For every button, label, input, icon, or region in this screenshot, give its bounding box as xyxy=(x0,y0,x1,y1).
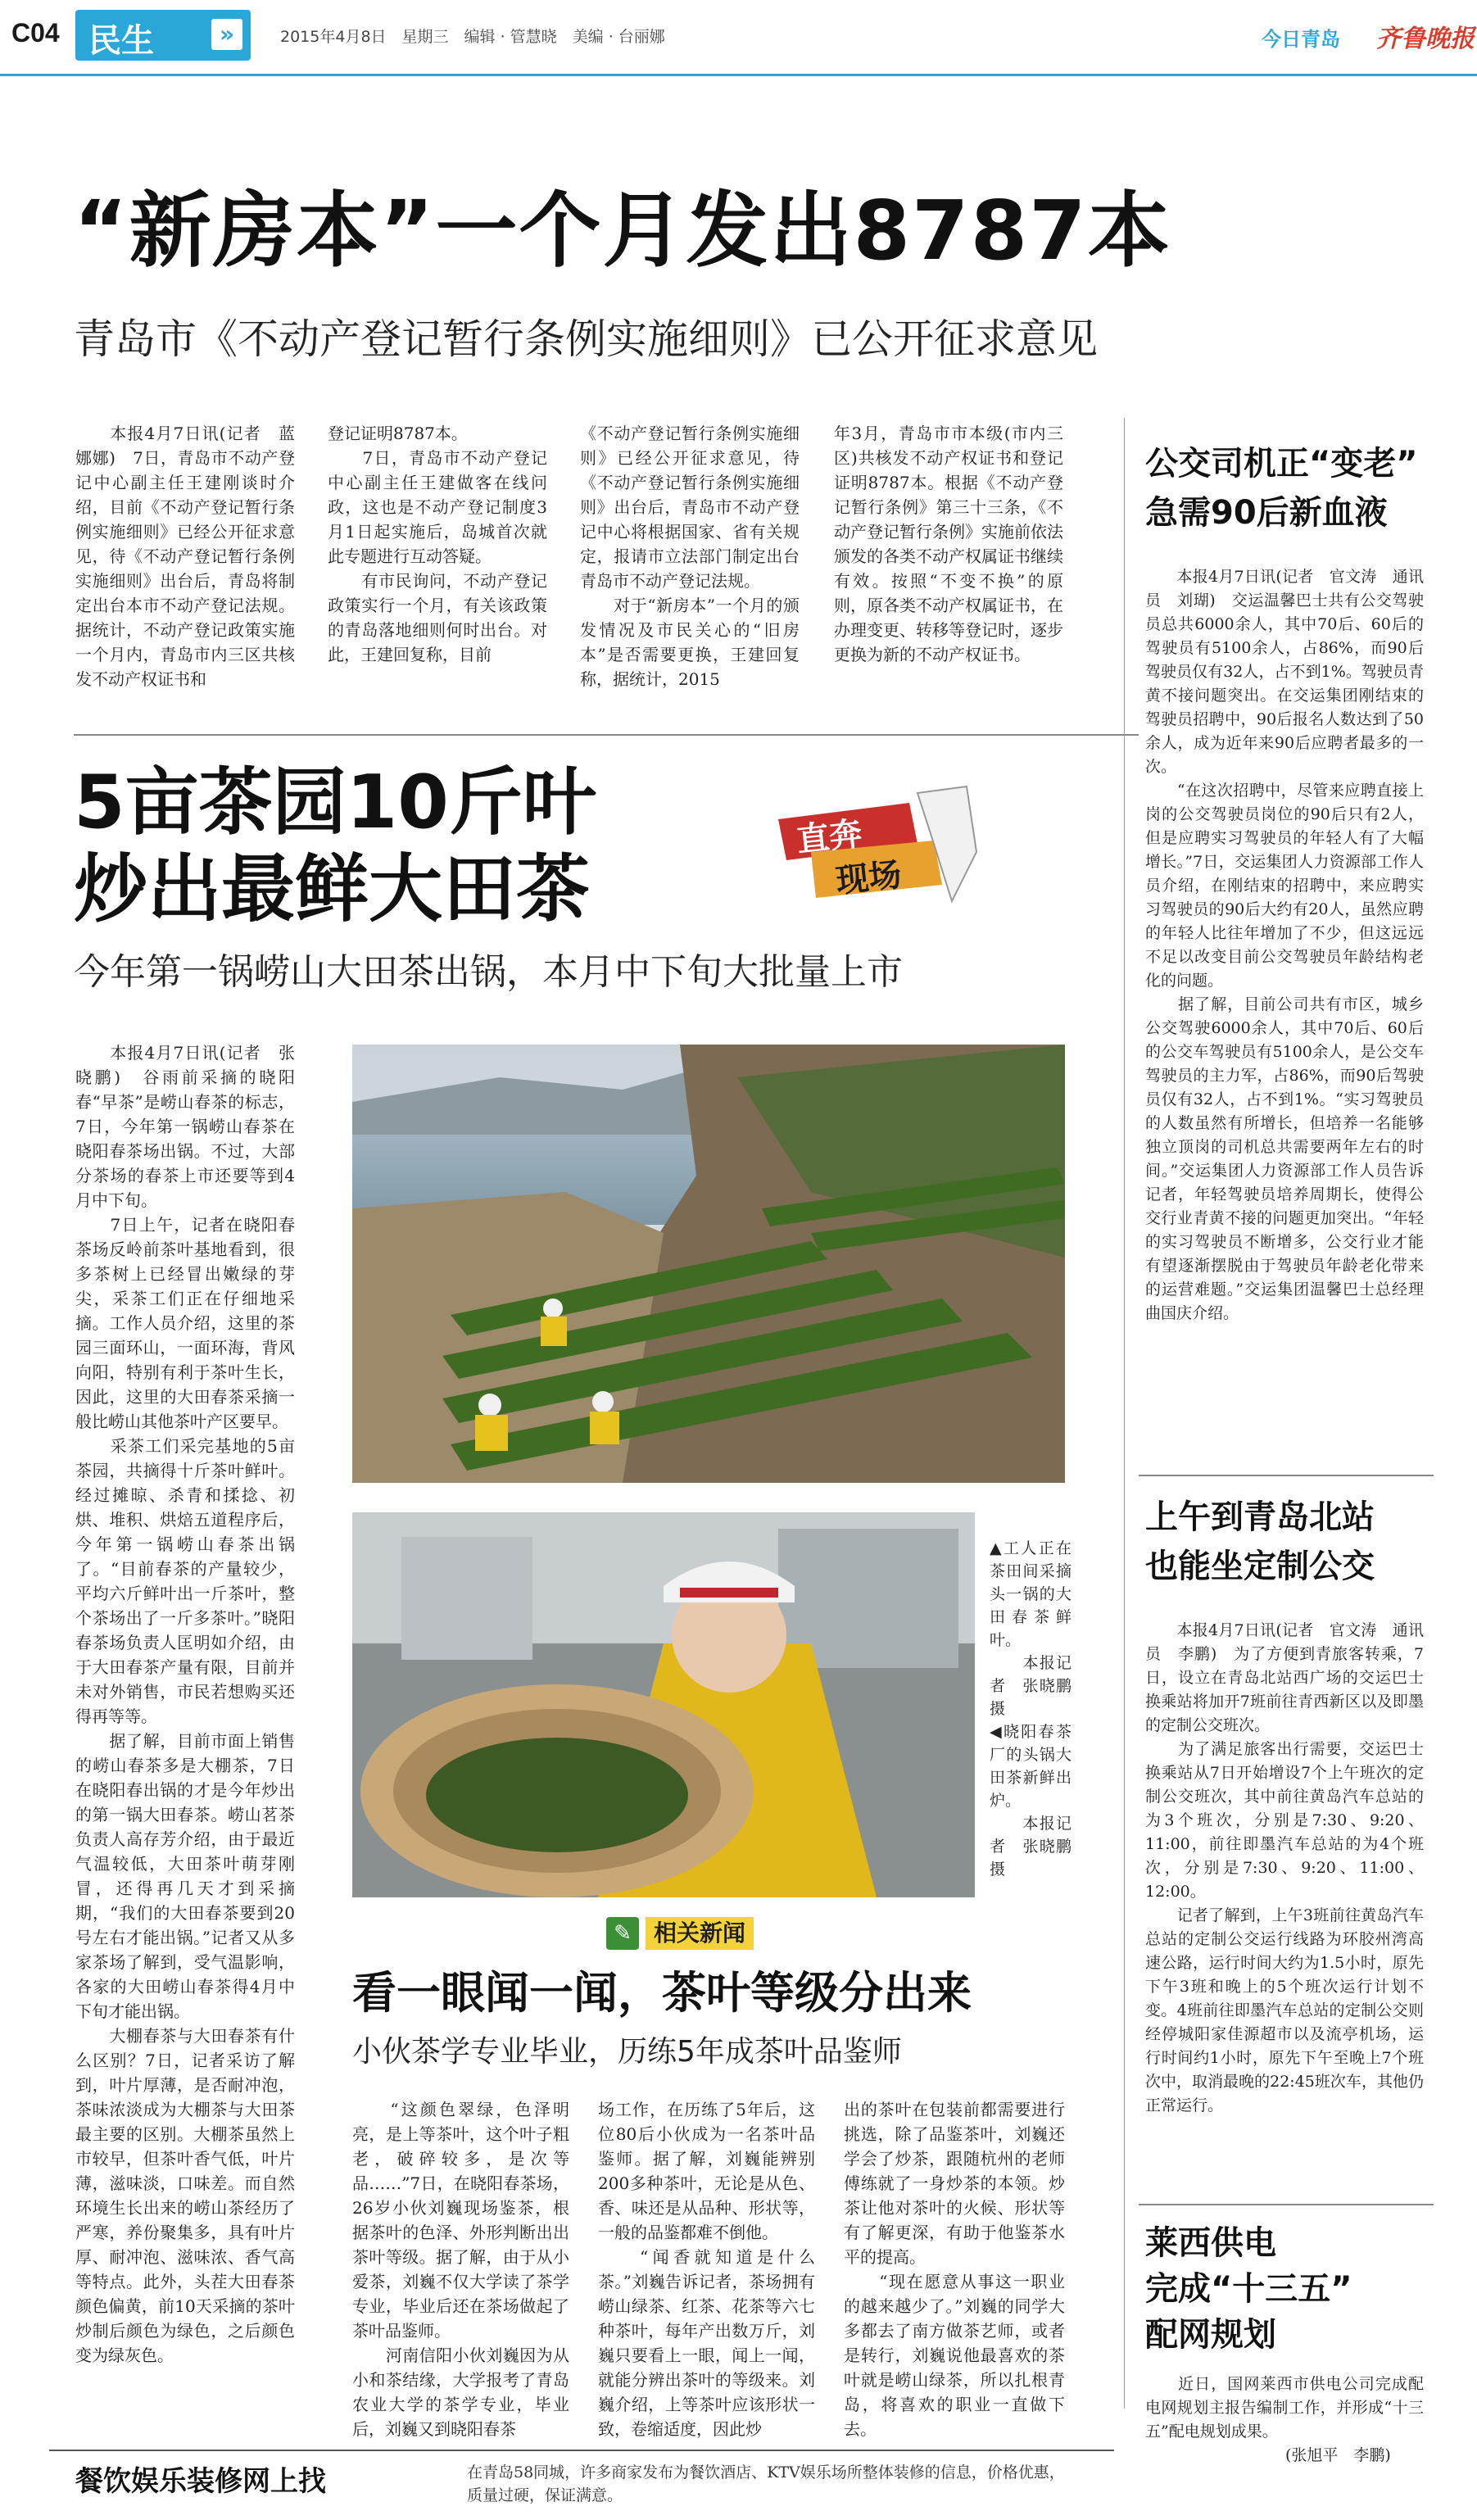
header-rule xyxy=(0,74,1477,76)
edition-label: 今日青岛 xyxy=(1262,28,1340,51)
badge-top-text: 直奔 xyxy=(795,814,864,860)
story1-column-3: 《不动产登记暂行条例实施细则》已经公开征求意见，待《不动产登记暂行条例实施细则》出台后，青岛市不动产登记中心将根据国家、省有关规定，报请市立法部门制定出台青岛市不动产登记法规。 对于“新房本”一个月的颁发情况及市民关心的“旧房本”是否需要更换，王建回复称，据统计，2015 xyxy=(580,424,800,689)
footer-text: 在青岛58同城，许多商家发布为餐饮酒店、KTV娱乐场所整体装修的信息，价格优惠，质量过硬，保证满意。 xyxy=(467,2463,1065,2504)
section-tag xyxy=(75,10,251,61)
sidebar-b-title-line2: 也能坐定制公交 xyxy=(1145,1548,1375,1585)
photo-caption: ▲工人正在茶田间采摘头一锅的大田春茶鲜叶。 本报记者 张晓鹏 摄 ◀晓阳春茶厂的头锅大田茶新鲜出炉。 本报记者 张晓鹏 摄 xyxy=(990,1539,1072,1879)
story2-title-line2: 炒出最鲜大田茶 xyxy=(74,846,590,932)
chevron-right-icon: » xyxy=(211,19,242,50)
tea-basket-photo xyxy=(352,1512,975,1897)
sidebar-rule-1 xyxy=(1139,1475,1434,1476)
paper-name: 齐鲁晚报 xyxy=(1376,25,1475,53)
tea-basket-image xyxy=(352,1512,975,1897)
sidebar-a-body: 本报4月7日讯(记者 官文涛 通讯员 刘瑚) 交运温馨巴士共有公交驾驶员总共6000余人，其中70后、60后的驾驶员有5100余人，占86%，而90后驾驶员仅有32人，占不到1%。驾驶员青黄不接问题突出。在交运集团刚结束的驾驶员招聘中，90后报名人数达到了50余人，成为近年来90后应聘者最多的一次。 “在这次招聘中，尽管来应聘直接上岗的公交驾驶员岗位的90后只有2人，但是应聘实习驾驶员的年轻人有了大幅增长。”7日，交运集团人力资源部工作人员介绍，在刚结束的招聘中，来应聘实习驾驶员的90后大约有20人，虽然应聘的年轻人比往年增加了不少，但这远远不足以改变目前公交驾驶员年龄结构老化的问题。 据了解，目前公司共有市区，城乡公交驾驶6000余人，其中70后、60后的公交车驾驶员有5100余人，是公交车驾驶员的主力军，占86%，而90后驾驶员仅有32人，占不到1%。“实习驾驶员的人数虽然有所增长，但培养一名能够独立顶岗的司机总共需要两年左右的时间。”交运集团人力资源部工作人员告诉记者，年轻驾驶员培养周期长，使得公交行业青黄不接的问题更加突出。“年轻的实习驾驶员不断增多，公交行业才能有望逐渐摆脱由于驾驶员年龄老化带来的运营难题。”交运集团温馨巴士总经理曲国庆介绍。 xyxy=(1145,568,1424,1322)
header-bar xyxy=(0,0,1477,75)
badge-bottom-text: 现场 xyxy=(834,855,904,901)
sidebar-c-title-line2: 完成“十三五” xyxy=(1145,2270,1352,2308)
related-news-tag xyxy=(606,1914,819,1953)
related-subtitle: 小伙茶学专业毕业，历练5年成茶叶品鉴师 xyxy=(352,2035,902,2069)
tea-garden-image xyxy=(352,1045,1065,1483)
sidebar-a-title-line2: 急需90后新血液 xyxy=(1145,494,1388,532)
footer-label: 餐饮娱乐装修网上找 xyxy=(75,2465,326,2498)
related-column-1: “这颜色翠绿，色泽明亮，是上等茶叶，这个叶子粗老，破碎较多，是次等品……”7日，在晓阳春茶场，26岁小伙刘巍现场鉴茶，根据茶叶的色泽、外形判断出出茶叶等级。据了解，由于从小爱茶，刘巍不仅大学读了茶学专业，毕业后还在茶场做起了茶叶品鉴师。 河南信阳小伙刘巍因为从小和茶结缘，大学报考了青岛农业大学的茶学专业，毕业后，刘巍又到晓阳春茶 xyxy=(352,2100,569,2439)
related-column-2: 场工作，在历练了5年后，这位80后小伙成为一名茶叶品鉴师。据了解，刘巍能辨别200多种茶叶，无论是从色、香、味还是从品种、形状等，一般的品鉴都难不倒他。 “闻香就知道是什么茶。”刘巍告诉记者，茶场拥有崂山绿茶、红茶、花茶等六七种茶叶，每年产出数万斤，刘巍只要看上一眼，闻上一闻，就能分辨出茶叶的等级来。刘巍介绍，上等茶叶应该形状一致，卷缩适度，因此炒 xyxy=(598,2100,815,2439)
story1-column-4: 年3月，青岛市市本级(市内三区)共核发不动产权证书和登记证明8787本。根据《不动产登记暂行条例》第三十三条，《不动产登记暂行条例》实施前依法颁发的各类不动产权属证书继续有效。按照“不变不换”的原则，原各类不动产权属证书，在办理变更、转移等登记时，逐步更换为新的不动产权证书。 xyxy=(834,424,1063,664)
related-title: 看一眼闻一闻，茶叶等级分出来 xyxy=(352,1967,972,2019)
sidebar-c-body: 近日，国网莱西市供电公司完成配电网规划主报告编制工作，并形成“十三五”配电规划成果。 (张旭平 李鹏) xyxy=(1145,2375,1424,2464)
story1-column-2: 登记证明8787本。 7日，青岛市不动产登记中心副主任王建做客在线问政，这也是不动产登记制度3月1日起实施后，岛城首次就此专题进行互动答疑。 有市民询问，不动产登记政策实行一个月，有关该政策的青岛落地细则何时出台。对此，王建回复称，目前 xyxy=(328,424,547,664)
tea-garden-photo xyxy=(352,1045,1065,1483)
story1-bottom-rule xyxy=(74,734,1139,736)
sidebar-c-title-line1: 莱西供电 xyxy=(1145,2224,1276,2262)
live-report-badge xyxy=(762,786,983,909)
related-column-3: 出的茶叶在包装前都需要进行挑选，除了品鉴茶叶，刘巍还学会了炒茶，跟随杭州的老师傅练就了一身炒茶的本领。炒茶让他对茶叶的火候、形状等有了解更深，有助于他鉴茶水平的提高。 “现在愿意从事这一职业的越来越少了。”刘巍的同学大多都去了南方做茶艺师，或者是转行，刘巍说他最喜欢的茶叶就是崂山绿茶，所以扎根青岛，将喜欢的职业一直做下去。 xyxy=(844,2100,1065,2439)
story1-subtitle: 青岛市《不动产登记暂行条例实施细则》已公开征求意见 xyxy=(74,315,1098,363)
sidebar-b-body: 本报4月7日讯(记者 官文涛 通讯员 李鹏) 为了方便到青旅客转乘，7日，设立在青岛北站西广场的交运巴士换乘站将加开7班前往青西新区以及即墨的定制公交班次。 为了满足旅客出行需要，交运巴士换乘站从7日开始增设7个上午班次的定制公交班次，其中前往黄岛汽车总站的为3个班次，分别是7:30、9:20、11:00，前往即墨汽车总站的为4个班次，分别是7:30、9:20、11:00、12:00。 记者了解到，上午3班前往黄岛汽车总站的定制公交运行线路为环胶州湾高速公路，运行时间大约为1.5小时，原先下午3班和晚上的5个班次运行计划不变。4班前往即墨汽车总站的定制公交则经停城阳家佳源超市以及流亭机场，运行时间约1小时，原先下午至晚上7个班次中，取消最晚的22:45班次车，其他仍正常运行。 xyxy=(1145,1621,1424,2114)
sidebar-rule-2 xyxy=(1139,2204,1434,2205)
story1-column-1: 本报4月7日讯(记者 蓝娜娜) 7日，青岛市不动产登记中心副主任王建刚谈时介绍，目前《不动产登记暂行条例实施细则》已经公开征求意见，待《不动产登记暂行条例实施细则》出台后，青岛将制定出台本市不动产登记法规。据统计，不动产登记政策实施一个月内，青岛市内三区共核发不动产权证书和 xyxy=(75,424,295,689)
sidebar-b-title-line1: 上午到青岛北站 xyxy=(1145,1498,1375,1536)
story2-subtitle: 今年第一锅崂山大田茶出锅，本月中下旬大批量上市 xyxy=(74,951,903,993)
story2-title-line1: 5亩茶园10斤叶 xyxy=(74,759,596,845)
section-label: 民生 xyxy=(88,22,154,60)
story2-body: 本报4月7日讯(记者 张晓鹏) 谷雨前采摘的晓阳春“早茶”是崂山春茶的标志，7日，今年第一锅崂山春茶在晓阳春茶场出锅。不过，大部分茶场的春茶上市还要等到4月中下旬。 7日上午，记者在晓阳春茶场反岭前茶叶基地看到，很多茶树上已经冒出嫩绿的芽尖，采茶工们正在仔细地采摘。工作人员介绍，这里的茶园三面环山，一面环海，背风向阳，特别有利于茶叶生长，因此，这里的大田春茶采摘一般比崂山其他茶叶产区要早。 采茶工们采完基地的5亩茶园，共摘得十斤茶叶鲜叶。经过摊晾、杀青和揉捻、初烘、堆积、烘焙五道程序后，今年第一锅崂山春茶出锅了。“目前春茶的产量较少，平均六斤鲜叶出一斤茶叶，整个茶场出了一斤多茶叶。”晓阳春茶场负责人匡明如介绍，由于大田春茶产量有限，目前并未对外销售，市民若想购买还得再等等。 据了解，目前市面上销售的崂山春茶多是大棚茶，7日在晓阳春出锅的才是今年炒出的第一锅大田春茶。崂山茗茶负责人高存芳介绍，由于最近气温较低，大田茶叶萌芽刚冒，还得再几天才到采摘期，“我们的大田春茶要到20号左右才能出锅。”记者又从多家茶场了解到，受气温影响，各家的大田崂山春茶得4月中下旬才能出锅。 大棚春茶与大田春茶有什么区别？7日，记者采访了解到，叶片厚薄，是否耐冲泡，茶味浓淡成为大棚茶与大田茶最主要的区别。大棚茶虽然上市较早，但茶叶香气低，叶片薄，滋味淡，口味差。而自然环境生长出来的崂山茶经历了严寒，养份聚集多，具有叶片厚、耐冲泡、滋味浓、香气高等特点。此外，头茬大田春茶颜色偏黄，前10天采摘的茶叶炒制后颜色为绿色，之后颜色变为绿灰色。 xyxy=(75,1043,295,2365)
story1-title: “新房本”一个月发出8787本 xyxy=(74,183,1171,279)
pencil-icon: ✎ xyxy=(606,1917,639,1950)
related-news-label: 相关新闻 xyxy=(646,1917,754,1950)
sidebar-divider xyxy=(1124,418,1125,2409)
page-number: C04 xyxy=(11,18,60,48)
date-line: 2015年4月8日 星期三 编辑 · 管慧晓 美编 · 台丽娜 xyxy=(280,28,665,46)
sidebar-a-title-line1: 公交司机正“变老” xyxy=(1145,445,1418,483)
footer-rule xyxy=(49,2450,1114,2451)
sidebar-c-title-line3: 配网规划 xyxy=(1145,2316,1276,2354)
